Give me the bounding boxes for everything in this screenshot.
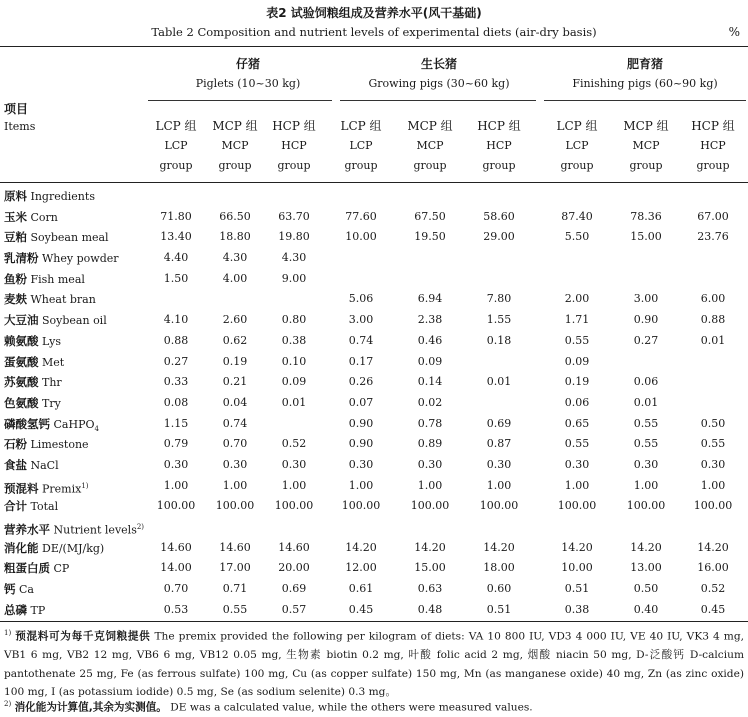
cell-value: 3.00: [633, 292, 659, 306]
col-header-l2: MCP: [416, 139, 444, 152]
cell-value: 0.21: [222, 375, 248, 389]
cell-value: 0.27: [163, 354, 189, 368]
cell-value: 0.52: [281, 437, 307, 451]
bottom-rule: [0, 621, 748, 622]
table-row: [0, 289, 748, 310]
cell-value: 0.09: [281, 375, 307, 389]
cell-value: 5.50: [564, 230, 590, 244]
cell-value: 14.20: [630, 540, 662, 554]
cell-value: 1.71: [564, 313, 590, 327]
row-label-en: DE/(MJ/kg): [42, 541, 105, 555]
row-label: [4, 455, 59, 477]
cell-value: 0.80: [281, 313, 307, 327]
cell-value: 0.55: [633, 416, 659, 430]
cell-value: 0.40: [633, 602, 659, 616]
cell-value: 4.30: [222, 251, 248, 265]
row-label-sup: 2): [136, 523, 145, 531]
cell-value: 4.10: [163, 313, 189, 327]
cell-value: 0.09: [417, 354, 443, 368]
row-label-cn: 预混料: [4, 481, 39, 496]
col-header-l1: HCP 组: [272, 119, 316, 133]
row-label-cn: 鱼粉: [4, 271, 27, 286]
table-row: [0, 186, 748, 207]
row-label: [4, 352, 64, 374]
cell-value: 0.61: [348, 582, 374, 596]
cell-value: 0.70: [222, 437, 248, 451]
cell-value: 100.00: [626, 499, 666, 513]
cell-value: 0.55: [700, 437, 726, 451]
row-label: [4, 207, 58, 229]
table-row: [0, 207, 748, 228]
col-header-l2: LCP: [565, 139, 589, 152]
cell-value: 100.00: [410, 499, 450, 513]
table-title-cn: 表2 试验饲粮组成及营养水平(风干基础): [266, 6, 482, 20]
group-cn: 肥育猪: [626, 57, 663, 71]
table-row: [0, 414, 748, 435]
cell-value: 0.46: [417, 333, 443, 347]
row-label: [4, 558, 69, 580]
group-en: Piglets (10~30 kg): [195, 77, 301, 90]
cell-value: 2.38: [417, 313, 443, 327]
cell-value: 4.00: [222, 271, 248, 285]
row-label-en: Met: [42, 355, 65, 369]
row-label-en: CP: [53, 562, 70, 576]
table-row: [0, 434, 748, 455]
cell-value: 100.00: [557, 499, 597, 513]
cell-value: 1.00: [163, 478, 189, 492]
footnote-1: [4, 624, 744, 702]
row-label: [4, 269, 85, 291]
cell-value: 0.06: [564, 395, 590, 409]
row-label-en: Soybean oil: [42, 314, 107, 328]
cell-value: 0.79: [163, 437, 189, 451]
cell-value: 4.40: [163, 251, 189, 265]
table-row: [0, 393, 748, 414]
row-label-cn: 玉米: [4, 209, 27, 224]
cell-value: 10.00: [561, 561, 593, 575]
row-label-cn: 蛋氨酸: [4, 354, 39, 369]
cell-value: 0.18: [486, 333, 512, 347]
row-label: [4, 331, 61, 353]
cell-value: 0.51: [564, 582, 590, 596]
cell-value: 100.00: [156, 499, 196, 513]
cell-value: 0.33: [163, 375, 189, 389]
row-label-en: TP: [30, 603, 46, 617]
row-label-cn: 总磷: [4, 602, 27, 617]
table-row: [0, 600, 748, 621]
col-header-l3: group: [560, 159, 594, 172]
cell-value: 58.60: [483, 209, 515, 223]
col-header-l1: LCP 组: [556, 119, 598, 133]
top-rule: [0, 46, 748, 47]
cell-value: 0.88: [163, 333, 189, 347]
table-row: [0, 372, 748, 393]
cell-value: 0.30: [564, 457, 590, 471]
cell-value: 0.55: [564, 333, 590, 347]
cell-value: 0.07: [348, 395, 374, 409]
cell-value: 0.65: [564, 416, 590, 430]
cell-value: 0.69: [281, 582, 307, 596]
cell-value: 15.00: [414, 561, 446, 575]
cell-value: 0.30: [163, 457, 189, 471]
cell-value: 0.71: [222, 582, 248, 596]
col-header-l2: HCP: [281, 139, 307, 152]
row-label: [4, 496, 58, 518]
cell-value: 23.76: [697, 230, 729, 244]
row-label: [4, 310, 107, 332]
cell-value: 67.00: [697, 209, 729, 223]
col-header-l2: HCP: [486, 139, 512, 152]
cell-value: 9.00: [281, 271, 307, 285]
row-label-cn: 乳清粉: [4, 251, 39, 266]
cell-value: 0.60: [486, 582, 512, 596]
row-label-cn: 合计: [4, 499, 27, 514]
cell-value: 0.10: [281, 354, 307, 368]
cell-value: 1.50: [163, 271, 189, 285]
cell-value: 0.08: [163, 395, 189, 409]
row-label-en: Nutrient levels: [53, 523, 137, 537]
cell-value: 0.01: [633, 395, 659, 409]
cell-value: 1.55: [486, 313, 512, 327]
table-row: [0, 310, 748, 331]
cell-value: 0.30: [417, 457, 443, 471]
cell-value: 14.20: [561, 540, 593, 554]
cell-value: 1.00: [486, 478, 512, 492]
row-label-cn: 豆粕: [4, 230, 27, 245]
table-title-en: Table 2 Composition and nutrient levels of experimental diets (air-dry basis): [151, 25, 597, 39]
row-label-en: Fish meal: [30, 272, 85, 286]
row-label-en: Lys: [42, 334, 61, 348]
unit-label: %: [728, 25, 740, 39]
cell-value: 0.45: [700, 602, 726, 616]
table-row: [0, 227, 748, 248]
group-rule-growing: [340, 100, 536, 101]
cell-value: 13.00: [630, 561, 662, 575]
cell-value: 14.20: [345, 540, 377, 554]
col-header-l3: group: [159, 159, 193, 172]
row-label-en: NaCl: [30, 458, 59, 472]
row-label-cn: 原料: [4, 189, 27, 203]
cell-value: 0.88: [700, 313, 726, 327]
cell-value: 0.50: [633, 582, 659, 596]
col-header-l2: LCP: [164, 139, 188, 152]
cell-value: 0.45: [348, 602, 374, 616]
col-header-l2: LCP: [349, 139, 373, 152]
cell-value: 0.55: [222, 602, 248, 616]
cell-value: 0.74: [348, 333, 374, 347]
cell-value: 0.14: [417, 375, 443, 389]
cell-value: 19.80: [278, 230, 310, 244]
cell-value: 4.30: [281, 251, 307, 265]
row-label-cn: 麦麸: [4, 292, 27, 307]
cell-value: 2.60: [222, 313, 248, 327]
cell-value: 10.00: [345, 230, 377, 244]
cell-value: 0.17: [348, 354, 374, 368]
row-label: [4, 434, 89, 456]
cell-value: 100.00: [274, 499, 314, 513]
cell-value: 1.00: [417, 478, 443, 492]
cell-value: 14.20: [697, 540, 729, 554]
row-label-en: Thr: [42, 376, 62, 390]
cell-value: 0.26: [348, 375, 374, 389]
cell-value: 0.55: [564, 437, 590, 451]
cell-value: 29.00: [483, 230, 515, 244]
cell-value: 14.20: [483, 540, 515, 554]
table-row: [0, 558, 748, 579]
cell-value: 0.53: [163, 602, 189, 616]
cell-value: 100.00: [215, 499, 255, 513]
col-header-l3: group: [344, 159, 378, 172]
items-header: [4, 101, 35, 135]
cell-value: 0.06: [633, 375, 659, 389]
row-label-sub: 4: [94, 424, 99, 433]
table-row: [0, 455, 748, 476]
cell-value: 0.74: [222, 416, 248, 430]
col-header-l2: MCP: [221, 139, 249, 152]
footnote-1-cn: 预混料可为每千克饲粮提供: [15, 630, 151, 643]
cell-value: 0.89: [417, 437, 443, 451]
row-label: [4, 538, 104, 560]
col-header-l1: LCP 组: [340, 119, 382, 133]
row-label-sup: 1): [81, 481, 89, 490]
cell-value: 78.36: [630, 209, 662, 223]
col-header-l3: group: [218, 159, 252, 172]
cell-value: 14.60: [160, 540, 192, 554]
cell-value: 0.78: [417, 416, 443, 430]
cell-value: 63.70: [278, 209, 310, 223]
cell-value: 5.06: [348, 292, 374, 306]
row-label: [4, 372, 62, 394]
row-label-en: Total: [30, 500, 59, 514]
group-header-growing: [336, 55, 542, 93]
col-header-l1: HCP 组: [691, 119, 735, 133]
table-row: [0, 352, 748, 373]
cell-value: 0.04: [222, 395, 248, 409]
cell-value: 100.00: [341, 499, 381, 513]
footnote-1-en: The premix provided the following per kilogram of diets: VA 10 800 IU, VD3 4 000 IU, VE 40 IU, VK3 4 mg, VB1 6 mg, VB2 12 mg, VB6 6 mg, VB12 0.05 mg, 生物素 biotin 0.2 mg, 叶酸 folic acid 2 mg, 烟酸 niacin 50 mg, D-泛酸钙 D-calcium pantothenate 25 mg, Fe (as ferrous sulfate) 100 mg, Cu (as copper sulfate) 150 mg, Mn (as manganese oxide) 40 mg, Zn (as zinc oxide) 100 mg, I (as potassium iodide) 0.5 mg, Se (as sodium selenite) 0.3 mg。: [4, 630, 744, 699]
cell-value: 0.30: [700, 457, 726, 471]
row-label-en: Wheat bran: [30, 293, 96, 307]
table-row: [0, 331, 748, 352]
cell-value: 7.80: [486, 292, 512, 306]
cell-value: 1.00: [700, 478, 726, 492]
row-label: [4, 579, 34, 601]
cell-value: 17.00: [219, 561, 251, 575]
footnote-2-en: DE was a calculated value, while the others were measured values.: [170, 701, 533, 714]
cell-value: 0.90: [633, 313, 659, 327]
cell-value: 0.62: [222, 333, 248, 347]
cell-value: 0.51: [486, 602, 512, 616]
cell-value: 0.01: [700, 333, 726, 347]
group-en: Finishing pigs (60~90 kg): [572, 77, 718, 90]
row-label-cn: 苏氨酸: [4, 375, 39, 390]
row-label-cn: 钙: [4, 582, 16, 597]
cell-value: 0.90: [348, 416, 374, 430]
cell-value: 0.69: [486, 416, 512, 430]
cell-value: 0.09: [564, 354, 590, 368]
cell-value: 0.30: [281, 457, 307, 471]
table-row: [0, 579, 748, 600]
row-label-en: Corn: [30, 210, 58, 224]
col-header-l3: group: [629, 159, 663, 172]
row-label-cn: 大豆油: [4, 313, 39, 328]
cell-value: 1.15: [163, 416, 189, 430]
group-rule-piglets: [148, 100, 332, 101]
row-label-cn: 食盐: [4, 457, 27, 472]
cell-value: 0.57: [281, 602, 307, 616]
cell-value: 0.30: [222, 457, 248, 471]
cell-value: 0.38: [564, 602, 590, 616]
cell-value: 0.87: [486, 437, 512, 451]
col-header-l1: MCP 组: [212, 119, 258, 133]
row-label: [4, 289, 96, 311]
col-header-l2: MCP: [632, 139, 660, 152]
row-label-en: Soybean meal: [30, 231, 109, 245]
table-body: [0, 186, 748, 620]
cell-value: 20.00: [278, 561, 310, 575]
row-label: [4, 186, 95, 208]
cell-value: 2.00: [564, 292, 590, 306]
cell-value: 12.00: [345, 561, 377, 575]
group-rule-finishing: [544, 100, 746, 101]
cell-value: 1.00: [564, 478, 590, 492]
cell-value: 0.70: [163, 582, 189, 596]
row-label: [4, 393, 61, 415]
cell-value: 0.02: [417, 395, 443, 409]
cell-value: 6.94: [417, 292, 443, 306]
cell-value: 87.40: [561, 209, 593, 223]
col-header-l3: group: [277, 159, 311, 172]
cell-value: 100.00: [479, 499, 519, 513]
group-en: Growing pigs (30~60 kg): [368, 77, 510, 90]
footnote-2-mark: 2): [4, 700, 12, 708]
row-label-en: CaHPO: [53, 417, 95, 431]
cell-value: 18.00: [483, 561, 515, 575]
row-label: [4, 600, 45, 622]
group-cn: 生长猪: [420, 57, 457, 71]
cell-value: 15.00: [630, 230, 662, 244]
col-header-l3: group: [413, 159, 447, 172]
cell-value: 18.80: [219, 230, 251, 244]
header-rule: [0, 182, 748, 183]
row-label-en: Ca: [19, 583, 34, 597]
cell-value: 14.20: [414, 540, 446, 554]
cell-value: 71.80: [160, 209, 192, 223]
cell-value: 0.30: [486, 457, 512, 471]
cell-value: 13.40: [160, 230, 192, 244]
table-row: [0, 269, 748, 290]
cell-value: 77.60: [345, 209, 377, 223]
cell-value: 67.50: [414, 209, 446, 223]
cell-value: 0.90: [348, 437, 374, 451]
items-header-en: Items: [4, 120, 36, 133]
row-label-cn: 赖氨酸: [4, 333, 39, 348]
footnote-2-cn: 消化能为计算值,其余为实测值。: [14, 701, 167, 714]
col-header-l1: LCP 组: [155, 119, 197, 133]
cell-value: 0.01: [281, 395, 307, 409]
cell-value: 0.19: [564, 375, 590, 389]
cell-value: 0.30: [633, 457, 659, 471]
col-header: [257, 116, 331, 176]
cell-value: 1.00: [281, 478, 307, 492]
col-header-l1: MCP 组: [407, 119, 453, 133]
cell-value: 0.38: [281, 333, 307, 347]
row-label: [4, 248, 119, 270]
col-header-l1: HCP 组: [477, 119, 521, 133]
row-label-cn: 色氨酸: [4, 395, 39, 410]
col-header: [676, 116, 748, 176]
cell-value: 0.55: [633, 437, 659, 451]
row-label-en: Whey powder: [42, 252, 119, 266]
table-row: [0, 517, 748, 538]
row-label-cn: 石粉: [4, 437, 27, 452]
cell-value: 14.60: [219, 540, 251, 554]
row-label: [4, 227, 109, 249]
row-label-cn: 磷酸氢钙: [4, 416, 50, 431]
table-row: [0, 496, 748, 517]
col-header: [609, 116, 683, 176]
group-header-piglets: [160, 55, 336, 93]
row-label-en: Ingredients: [30, 190, 95, 203]
row-label-en: Premix: [42, 482, 82, 496]
footnote-1-mark: 1): [4, 629, 12, 637]
cell-value: 1.00: [222, 478, 248, 492]
table-row: [0, 476, 748, 497]
cell-value: 0.52: [700, 582, 726, 596]
col-header: [324, 116, 398, 176]
cell-value: 0.48: [417, 602, 443, 616]
cell-value: 0.30: [348, 457, 374, 471]
row-label-cn: 消化能: [4, 540, 39, 555]
cell-value: 6.00: [700, 292, 726, 306]
cell-value: 16.00: [697, 561, 729, 575]
cell-value: 0.63: [417, 582, 443, 596]
row-label-en: Try: [42, 396, 61, 410]
col-header: [462, 116, 536, 176]
table-row: [0, 248, 748, 269]
table-row: [0, 538, 748, 559]
items-header-cn: 项目: [4, 102, 29, 116]
cell-value: 14.60: [278, 540, 310, 554]
cell-value: 3.00: [348, 313, 374, 327]
col-header-l1: MCP 组: [623, 119, 669, 133]
cell-value: 0.19: [222, 354, 248, 368]
cell-value: 66.50: [219, 209, 251, 223]
row-label-en: Limestone: [30, 438, 89, 452]
cell-value: 0.50: [700, 416, 726, 430]
cell-value: 1.00: [348, 478, 374, 492]
cell-value: 0.27: [633, 333, 659, 347]
col-header: [540, 116, 614, 176]
cell-value: 14.00: [160, 561, 192, 575]
row-label-cn: 粗蛋白质: [4, 561, 50, 576]
col-header-l3: group: [482, 159, 516, 172]
group-cn: 仔猪: [235, 57, 260, 71]
cell-value: 100.00: [693, 499, 733, 513]
col-header-l2: HCP: [700, 139, 726, 152]
group-header-finishing: [542, 55, 748, 93]
row-label-cn: 营养水平: [4, 522, 50, 537]
col-header-l3: group: [696, 159, 730, 172]
cell-value: 0.01: [486, 375, 512, 389]
col-header: [393, 116, 467, 176]
cell-value: 1.00: [633, 478, 659, 492]
cell-value: 19.50: [414, 230, 446, 244]
